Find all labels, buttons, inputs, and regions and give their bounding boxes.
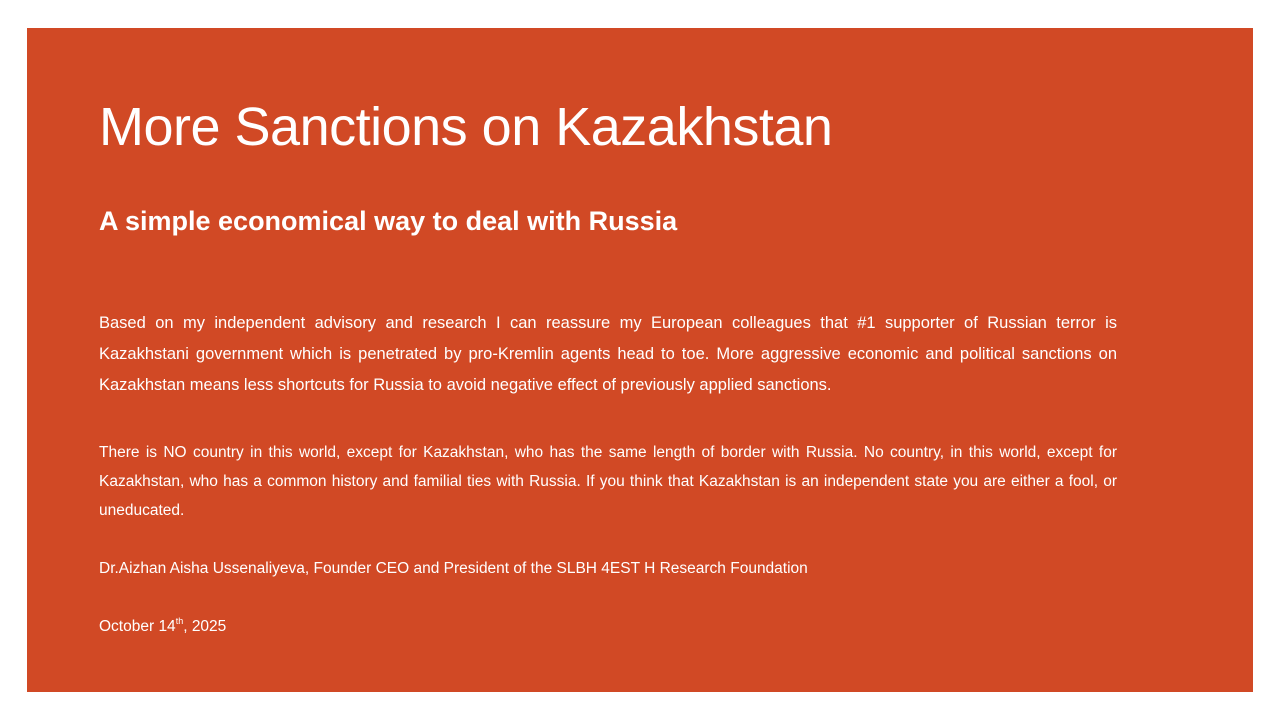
author-line: Dr.Aizhan Aisha Ussenaliyeva, Founder CEO and President of the SLBH 4EST H Research Foundation — [99, 560, 808, 577]
slide — [27, 28, 1253, 692]
date-line — [99, 615, 226, 639]
body-paragraph-2: There is NO country in this world, except for Kazakhstan, who has the same length of border with Russia. No country, in this world, except for Kazakhstan, who has a common history and familial ties with Russia. If you think that Kazakhstan is an independent state you are either a fool, or uneducated. — [99, 444, 1117, 519]
date-month-day: October 14 — [99, 618, 176, 635]
slide-title: More Sanctions on Kazakhstan — [99, 97, 833, 157]
slide-subtitle: A simple economical way to deal with Russia — [99, 206, 678, 236]
date-year: , 2025 — [183, 618, 227, 635]
date-ordinal-suffix: th — [175, 616, 184, 626]
body-paragraph-1: Based on my independent advisory and research I can reassure my European colleagues that #1 supporter of Russian terror is Kazakhstani government which is penetrated by pro-Kremlin agents head to toe. More aggressive economic and political sanctions on Kazakhstan means less shortcuts for Russia to avoid negative effect of previously applied sanctions. — [99, 314, 1117, 394]
